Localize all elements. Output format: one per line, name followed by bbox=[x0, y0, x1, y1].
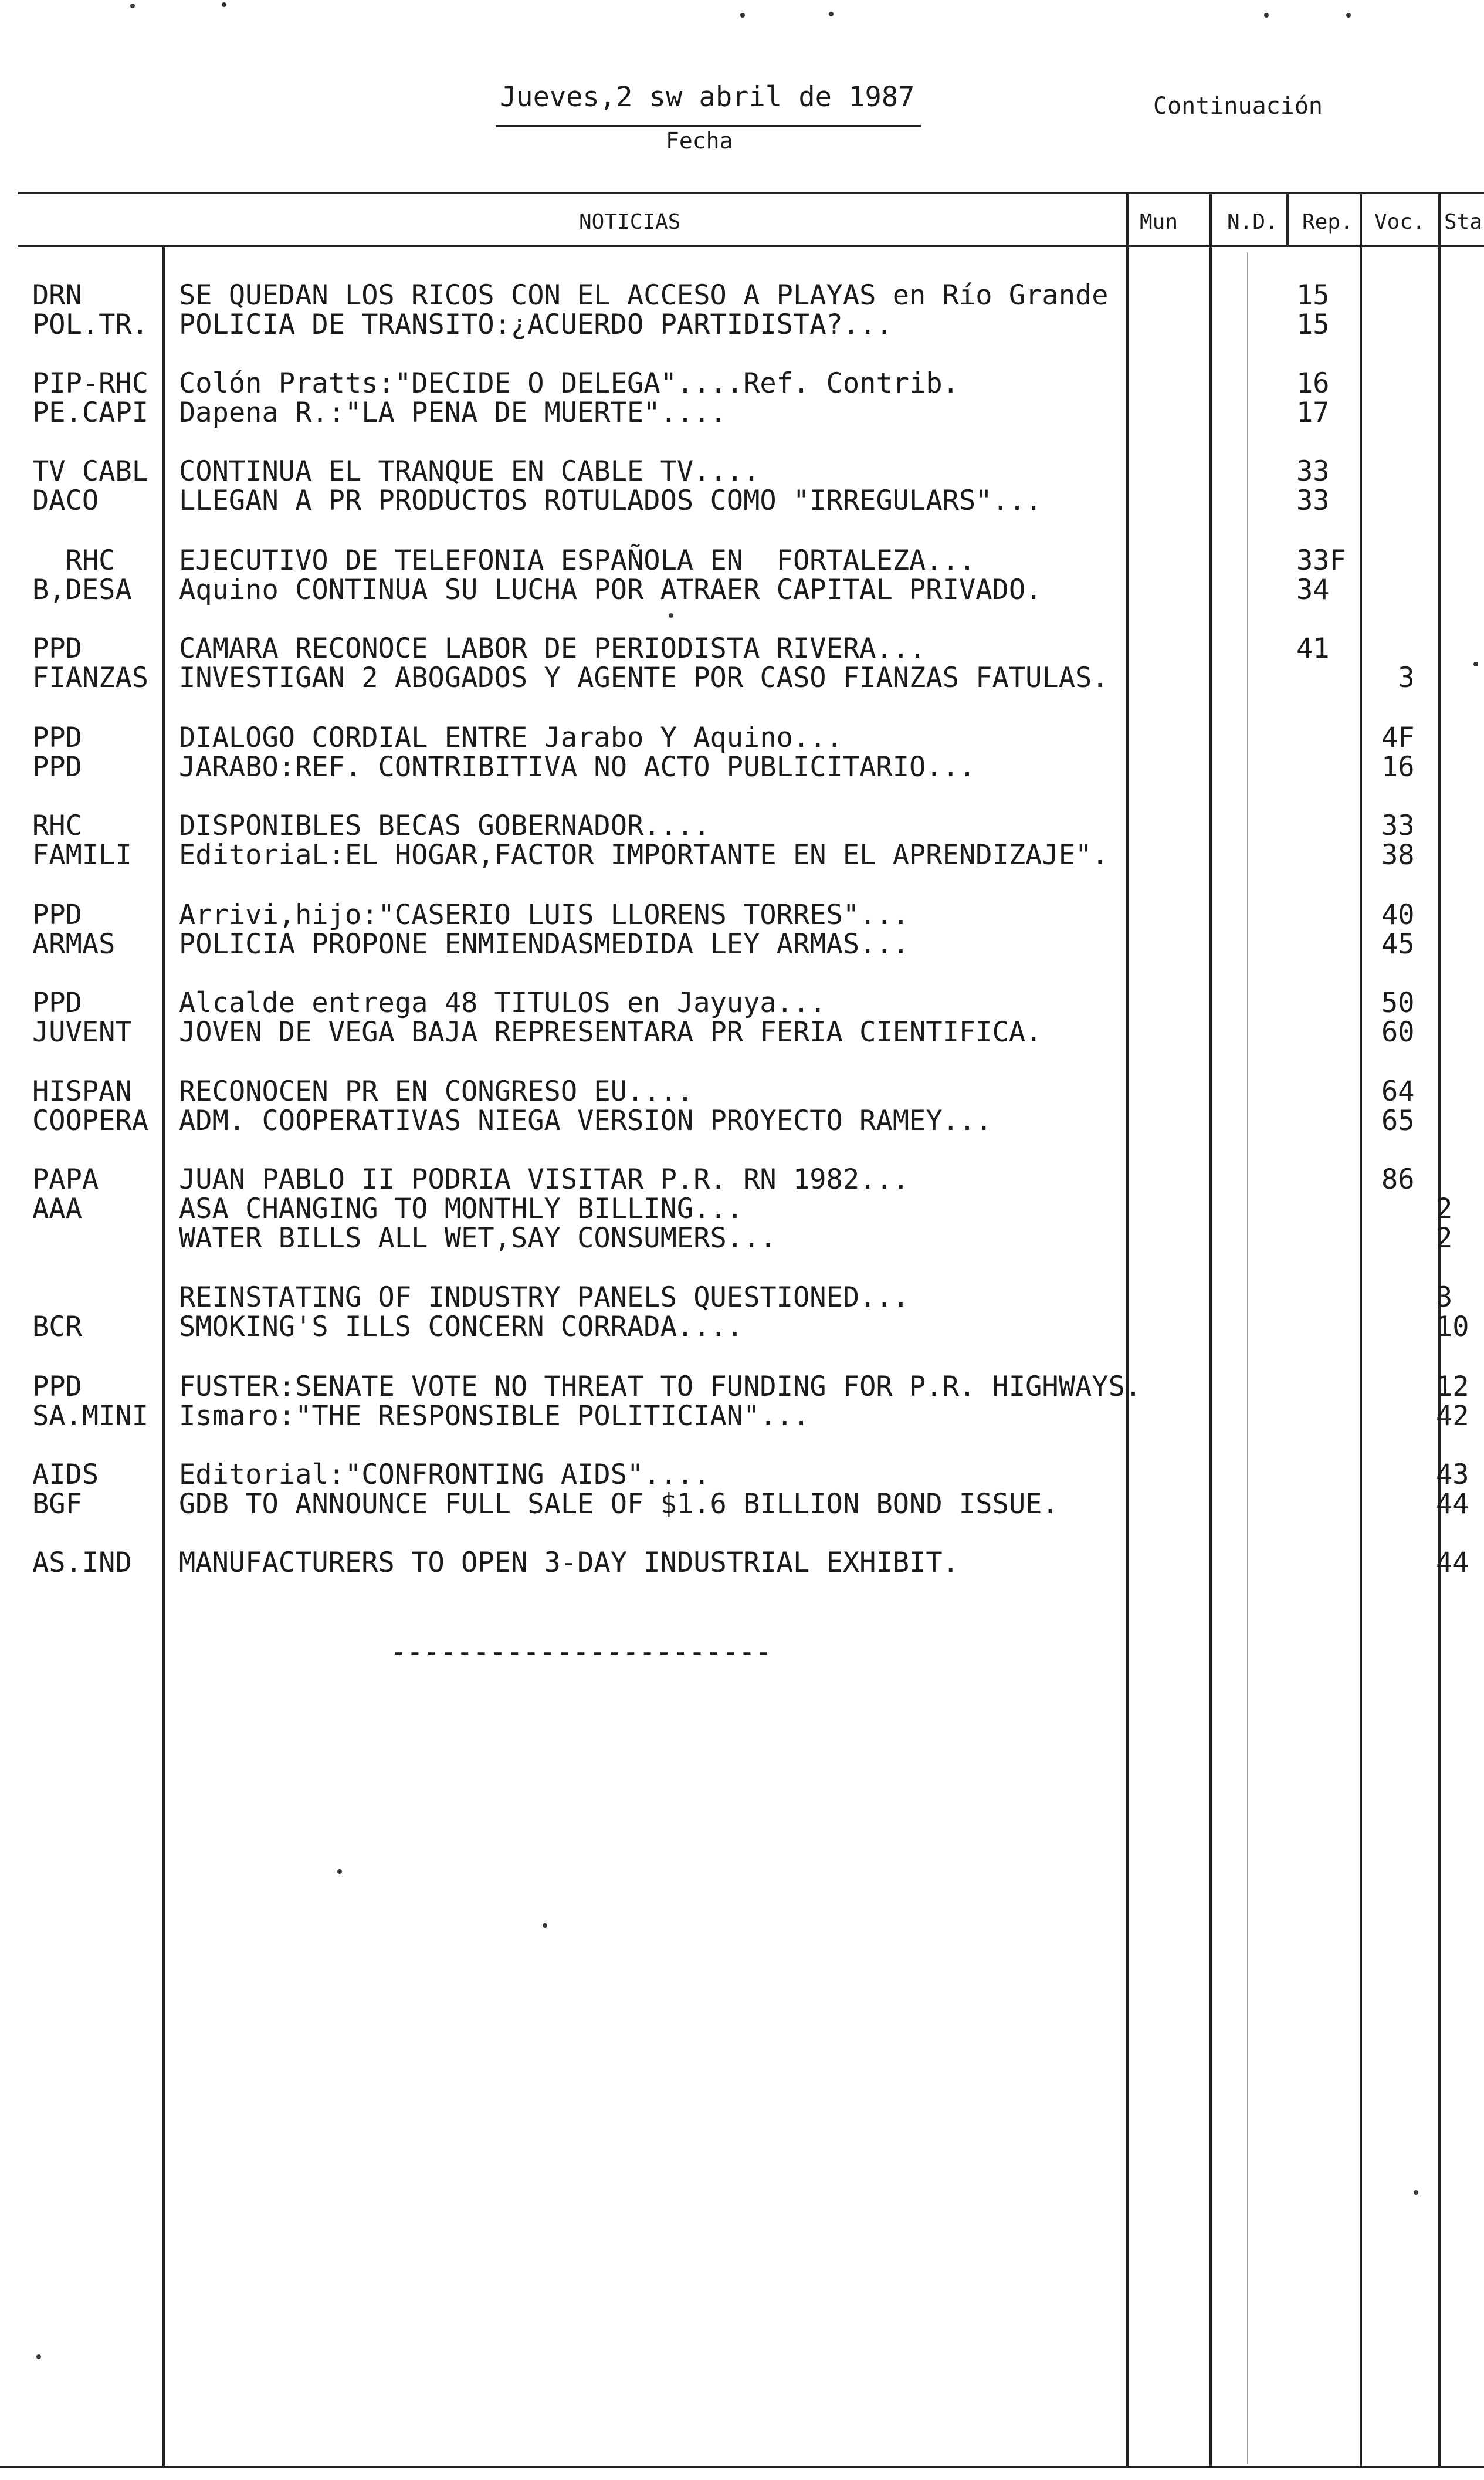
news-headline: Aquino CONTINUA SU LUCHA POR ATRAER CAPITAL PRIVADO. bbox=[179, 574, 1042, 606]
scan-speck bbox=[669, 613, 673, 618]
news-headline: Arrivi,hijo:"CASERIO LUIS LLORENS TORRES"... bbox=[179, 899, 910, 931]
voc-page-number: 60 bbox=[1381, 1016, 1415, 1048]
news-tag: COOPERA bbox=[32, 1105, 149, 1137]
noticias-column-divider bbox=[1126, 192, 1129, 2466]
scan-speck bbox=[130, 4, 135, 8]
news-headline: FUSTER:SENATE VOTE NO THREAT TO FUNDING FOR P.R. HIGHWAYS. bbox=[179, 1371, 1142, 1403]
voc-page-number: 40 bbox=[1381, 899, 1415, 931]
news-tag: TV CABL bbox=[32, 455, 149, 488]
document-date: Jueves,2 sw abril de 1987 bbox=[500, 81, 915, 113]
news-tag: PPD bbox=[32, 722, 82, 754]
news-headline: Dapena R.:"LA PENA DE MUERTE".... bbox=[179, 397, 727, 429]
date-caption: Fecha bbox=[666, 128, 733, 154]
end-separator: ----------------------- bbox=[390, 1636, 772, 1668]
sta-page-number: 10 bbox=[1436, 1311, 1469, 1343]
news-headline: JOVEN DE VEGA BAJA REPRESENTARA PR FERIA CIENTIFICA. bbox=[179, 1016, 1042, 1048]
news-tag: JUVENT bbox=[32, 1016, 132, 1048]
news-headline: Ismaro:"THE RESPONSIBLE POLITICIAN"... bbox=[179, 1400, 810, 1432]
news-headline: Colón Pratts:"DECIDE O DELEGA"....Ref. Contrib. bbox=[179, 367, 959, 400]
sta-page-number: 43 bbox=[1436, 1459, 1469, 1491]
news-tag: PPD bbox=[32, 1371, 82, 1403]
news-tag: PAPA bbox=[32, 1163, 99, 1196]
column-header-sta: Sta bbox=[1444, 210, 1483, 234]
voc-page-number: 86 bbox=[1381, 1163, 1415, 1196]
rep-page-number: 17 bbox=[1296, 397, 1330, 429]
news-tag: SA.MINI bbox=[32, 1400, 149, 1432]
sta-page-number: 3 bbox=[1436, 1281, 1453, 1314]
news-headline: ADM. COOPERATIVAS NIEGA VERSION PROYECTO RAMEY... bbox=[179, 1105, 992, 1137]
news-tag: FIANZAS bbox=[32, 662, 149, 694]
news-tag: PPD bbox=[32, 987, 82, 1019]
news-tag: PE.CAPI bbox=[32, 397, 149, 429]
news-tag: HISPAN bbox=[32, 1075, 132, 1108]
news-headline: SMOKING'S ILLS CONCERN CORRADA.... bbox=[179, 1311, 744, 1343]
table-bottom-rule bbox=[0, 2466, 1484, 2468]
news-tag: PIP-RHC bbox=[32, 367, 149, 400]
column-header-mun: Mun bbox=[1140, 210, 1178, 234]
rep-page-number: 33F bbox=[1296, 544, 1346, 577]
news-tag: ARMAS bbox=[32, 928, 116, 960]
scan-speck bbox=[1264, 13, 1269, 18]
rep-page-number: 41 bbox=[1296, 632, 1330, 665]
news-tag: FAMILI bbox=[32, 839, 132, 871]
scan-speck bbox=[222, 2, 226, 7]
news-headline: POLICIA DE TRANSITO:¿ACUERDO PARTIDISTA?... bbox=[179, 309, 893, 341]
scan-speck bbox=[337, 1869, 342, 1874]
continuation-label: Continuación bbox=[1153, 93, 1323, 120]
rep-page-number: 33 bbox=[1296, 485, 1330, 517]
news-headline: ASA CHANGING TO MONTHLY BILLING... bbox=[179, 1193, 744, 1225]
news-tag: AAA bbox=[32, 1193, 82, 1225]
scan-speck bbox=[740, 13, 745, 18]
rep-column-divider bbox=[1360, 192, 1362, 2466]
news-headline: DISPONIBLES BECAS GOBERNADOR.... bbox=[179, 810, 710, 842]
rep-page-number: 33 bbox=[1296, 455, 1330, 488]
news-tag: DACO bbox=[32, 485, 99, 517]
news-tag: RHC bbox=[32, 810, 82, 842]
voc-page-number: 16 bbox=[1381, 751, 1415, 783]
news-tag: PPD bbox=[32, 632, 82, 665]
voc-page-number: 33 bbox=[1381, 810, 1415, 842]
scan-speck bbox=[36, 2354, 41, 2359]
news-headline: MANUFACTURERS TO OPEN 3-DAY INDUSTRIAL EXHIBIT. bbox=[179, 1547, 959, 1579]
news-headline: EJECUTIVO DE TELEFONIA ESPAÑOLA EN FORTALEZA... bbox=[179, 544, 976, 577]
sta-page-number: 42 bbox=[1436, 1400, 1469, 1432]
news-tag: BGF bbox=[32, 1488, 82, 1520]
column-header-nd: N.D. bbox=[1227, 210, 1278, 234]
mun-column-divider bbox=[1209, 192, 1212, 2466]
column-header-noticias: NOTICIAS bbox=[579, 210, 681, 234]
rep-page-number: 34 bbox=[1296, 574, 1330, 606]
news-tag: POL.TR. bbox=[32, 309, 149, 341]
news-tag: B,DESA bbox=[32, 574, 132, 606]
news-headline: Editorial:"CONFRONTING AIDS".... bbox=[179, 1459, 710, 1491]
news-tag: RHC bbox=[32, 544, 116, 577]
scan-speck bbox=[1346, 13, 1351, 18]
rep-page-number: 16 bbox=[1296, 367, 1330, 400]
news-headline: WATER BILLS ALL WET,SAY CONSUMERS... bbox=[179, 1222, 777, 1254]
voc-page-number: 64 bbox=[1381, 1075, 1415, 1108]
sta-page-number: 12 bbox=[1436, 1371, 1469, 1403]
news-headline: CAMARA RECONOCE LABOR DE PERIODISTA RIVERA... bbox=[179, 632, 926, 665]
news-headline: EditoriaL:EL HOGAR,FACTOR IMPORTANTE EN EL APRENDIZAJE". bbox=[179, 839, 1109, 871]
news-tag: PPD bbox=[32, 899, 82, 931]
nd-column-divider bbox=[1286, 192, 1289, 245]
column-header-rep: Rep. bbox=[1302, 210, 1353, 234]
voc-page-number: 45 bbox=[1381, 928, 1415, 960]
news-headline: GDB TO ANNOUNCE FULL SALE OF $1.6 BILLION BOND ISSUE. bbox=[179, 1488, 1059, 1520]
column-header-voc: Voc. bbox=[1374, 210, 1425, 234]
news-headline: RECONOCEN PR EN CONGRESO EU.... bbox=[179, 1075, 694, 1108]
news-headline: POLICIA PROPONE ENMIENDASMEDIDA LEY ARMAS... bbox=[179, 928, 910, 960]
news-tag: PPD bbox=[32, 751, 82, 783]
tag-column-divider bbox=[162, 247, 165, 2466]
news-tag: AS.IND bbox=[32, 1547, 132, 1579]
rep-page-number: 15 bbox=[1296, 279, 1330, 312]
news-headline: Alcalde entrega 48 TITULOS en Jayuya... bbox=[179, 987, 826, 1019]
news-headline: SE QUEDAN LOS RICOS CON EL ACCESO A PLAYAS en Río Grande bbox=[179, 279, 1109, 312]
news-tag: BCR bbox=[32, 1311, 82, 1343]
voc-page-number: 65 bbox=[1381, 1105, 1415, 1137]
news-headline: JUAN PABLO II PODRIA VISITAR P.R. RN 1982... bbox=[179, 1163, 910, 1196]
nd-faint-line bbox=[1247, 252, 1248, 2464]
voc-page-number: 38 bbox=[1381, 839, 1415, 871]
sta-page-number: 2 bbox=[1436, 1193, 1453, 1225]
rep-page-number: 15 bbox=[1296, 309, 1330, 341]
scan-speck bbox=[1414, 2190, 1418, 2195]
sta-page-number: 44 bbox=[1436, 1547, 1469, 1579]
scan-speck bbox=[1473, 662, 1478, 666]
news-headline: INVESTIGAN 2 ABOGADOS Y AGENTE POR CASO FIANZAS FATULAS. bbox=[179, 662, 1109, 694]
scan-speck bbox=[543, 1923, 547, 1928]
voc-page-number: 50 bbox=[1381, 987, 1415, 1019]
news-tag: DRN bbox=[32, 279, 82, 312]
voc-page-number: 3 bbox=[1381, 662, 1415, 694]
table-header-rule bbox=[18, 245, 1484, 247]
news-headline: LLEGAN A PR PRODUCTOS ROTULADOS COMO "IRREGULARS"... bbox=[179, 485, 1042, 517]
news-headline: CONTINUA EL TRANQUE EN CABLE TV.... bbox=[179, 455, 760, 488]
news-tag: AIDS bbox=[32, 1459, 99, 1491]
news-headline: REINSTATING OF INDUSTRY PANELS QUESTIONED... bbox=[179, 1281, 910, 1314]
voc-page-number: 4F bbox=[1381, 722, 1415, 754]
sta-page-number: 44 bbox=[1436, 1488, 1469, 1520]
date-underline bbox=[496, 125, 921, 127]
news-headline: JARABO:REF. CONTRIBITIVA NO ACTO PUBLICITARIO... bbox=[179, 751, 976, 783]
table-top-rule bbox=[18, 192, 1484, 194]
sta-page-number: 2 bbox=[1436, 1222, 1453, 1254]
news-headline: DIALOGO CORDIAL ENTRE Jarabo Y Aquino... bbox=[179, 722, 843, 754]
scan-speck bbox=[829, 12, 834, 16]
